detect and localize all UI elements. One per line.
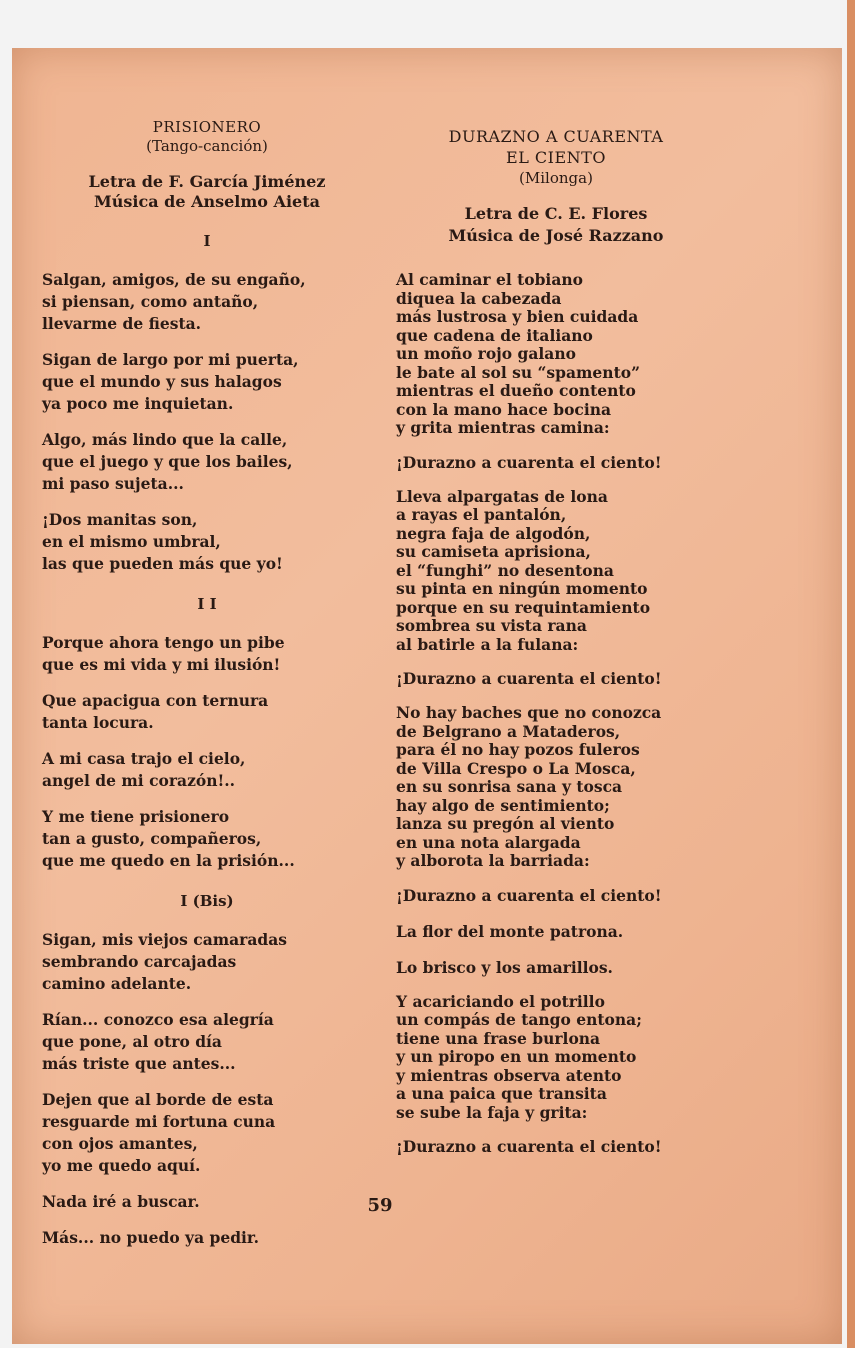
lyric-line: ya poco me inquietan. <box>42 394 234 413</box>
lyric-line: más lustrosa y bien cuidada <box>396 307 639 326</box>
right-title-line2: EL CIENTO <box>506 148 606 167</box>
lyric-line: y grita mientras camina: <box>396 418 610 437</box>
lyric-line: Y acariciando el potrillo <box>396 991 605 1011</box>
lyric-line: Sigan, mis viejos camaradas <box>42 930 288 949</box>
lyric-line: ¡Durazno a cuarenta el ciento! <box>396 669 662 688</box>
lyric-line: yo me quedo aquí. <box>42 1156 201 1175</box>
lyric-line: tan a gusto, compañeros, <box>42 829 262 848</box>
left-lyrics-credit: Letra de F. García Jiménez <box>88 172 326 191</box>
stanza <box>42 690 372 734</box>
stanza <box>396 1136 716 1158</box>
stanza <box>42 632 372 676</box>
lyric-line: con la mano hace bocina <box>396 399 612 419</box>
lyric-line: ¡Durazno a cuarenta el ciento! <box>396 1137 662 1156</box>
stanza <box>42 806 372 872</box>
lyric-line: A mi casa trajo el cielo, <box>42 749 246 768</box>
lyric-line: negra faja de algodón, <box>396 523 591 543</box>
stanza <box>396 704 716 871</box>
lyric-line: Sigan de largo por mi puerta, <box>42 350 299 369</box>
lyric-line: Porque ahora tengo un pibe <box>42 633 285 652</box>
page-number: 59 <box>367 1195 393 1216</box>
lyric-line: para él no hay pozos fuleros <box>396 740 640 759</box>
lyric-line: que el mundo y sus halagos <box>42 372 282 391</box>
lyric-line: de Villa Crespo o La Mosca, <box>396 758 636 778</box>
lyric-line: con ojos amantes, <box>42 1134 198 1153</box>
stanza <box>396 271 716 438</box>
lyric-line: ¡Durazno a cuarenta el ciento! <box>396 452 662 472</box>
lyric-line: La flor del monte patrona. <box>396 921 624 941</box>
lyric-line: Lo brisco y los amarillos. <box>396 957 613 977</box>
stanza <box>396 668 716 690</box>
stanza <box>42 1089 372 1177</box>
section-heading: I (Bis) <box>180 892 234 910</box>
stanza <box>42 1009 372 1075</box>
lyric-line: sembrando carcajadas <box>42 952 237 971</box>
stanza <box>42 1191 372 1213</box>
lyric-line: ¡Dos manitas son, <box>42 510 198 529</box>
lyric-line: Al caminar el tobiano <box>396 270 583 289</box>
lyric-line: al batirle a la fulana: <box>396 634 579 654</box>
lyric-line: a una paica que transita <box>396 1084 607 1103</box>
lyric-line: sombrea su vista rana <box>396 616 587 635</box>
stanza <box>42 929 372 995</box>
lyric-line: su pinta en ningún momento <box>396 579 648 598</box>
lyric-line: a rayas el pantalón, <box>396 505 567 524</box>
lyric-line: tiene una frase burlona <box>396 1028 601 1048</box>
left-credits <box>42 172 372 212</box>
lyric-line: porque en su requintamiento <box>396 597 651 617</box>
right-title-line1: DURAZNO A CUARENTA <box>448 127 664 146</box>
lyric-line: se sube la faja y grita: <box>396 1102 588 1122</box>
lyric-line: que es mi vida y mi ilusión! <box>42 655 281 674</box>
lyric-line: en su sonrisa sana y tosca <box>396 777 623 796</box>
page-edge <box>847 0 855 1348</box>
lyric-line: y un piropo en un momento <box>396 1047 637 1066</box>
left-music-credit: Música de Anselmo Aieta <box>94 192 320 211</box>
lyric-line: Salgan, amigos, de su engaño, <box>42 270 306 289</box>
stanza <box>42 349 372 415</box>
section-heading: I I <box>197 595 217 613</box>
lyric-line: en el mismo umbral, <box>42 532 221 551</box>
left-subtitle: (Tango-canción) <box>146 137 268 155</box>
lyric-line: mi paso sujeta... <box>42 474 184 493</box>
lyric-line: más triste que antes... <box>42 1054 236 1073</box>
right-subtitle: (Milonga) <box>519 169 593 187</box>
right-lyrics <box>396 271 716 1158</box>
stanza <box>42 748 372 792</box>
lyric-line: tanta locura. <box>42 713 154 732</box>
lyric-line: el “funghi” no desentona <box>396 560 614 580</box>
lyric-line: Lleva alpargatas de lona <box>396 486 608 506</box>
lyric-line: las que pueden más que yo! <box>42 554 283 573</box>
lyric-line: le bate al sol su “spamento” <box>396 362 640 382</box>
lyric-line: ¡Durazno a cuarenta el ciento! <box>396 885 662 905</box>
lyric-line: resguarde mi fortuna cuna <box>42 1112 276 1131</box>
lyric-line: de Belgrano a Mataderos, <box>396 721 621 741</box>
stanza <box>42 429 372 495</box>
right-title <box>396 126 716 168</box>
lyric-line: que pone, al otro día <box>42 1032 222 1051</box>
lyric-line: llevarme de fiesta. <box>42 314 202 333</box>
left-title: PRISIONERO <box>152 118 262 136</box>
lyric-line: que el juego y que los bailes, <box>42 452 293 471</box>
lyric-line: diquea la cabezada <box>396 288 562 308</box>
lyric-line: Y me tiene prisionero <box>42 807 230 826</box>
right-music-credit: Música de José Razzano <box>448 226 664 245</box>
lyric-line: y alborota la barriada: <box>396 851 590 870</box>
lyric-line: que me quedo en la prisión... <box>42 851 295 870</box>
lyric-line: si piensan, como antaño, <box>42 292 259 311</box>
lyric-line: Nada iré a buscar. <box>42 1192 200 1211</box>
left-column <box>42 118 372 1263</box>
stanza <box>396 957 716 979</box>
lyric-line: Dejen que al borde de esta <box>42 1090 274 1109</box>
stanza <box>42 1227 372 1249</box>
stanza <box>396 921 716 943</box>
lyric-line: Rían... conozco esa alegría <box>42 1010 274 1029</box>
stanza <box>42 269 372 335</box>
lyric-line: Algo, más lindo que la calle, <box>42 430 288 449</box>
lyric-line: Más... no puedo ya pedir. <box>42 1228 260 1247</box>
left-lyrics <box>42 232 372 1249</box>
right-column <box>396 126 716 1172</box>
lyric-line: un compás de tango entona; <box>396 1010 642 1029</box>
lyric-line: un moño rojo galano <box>396 344 576 363</box>
stanza <box>42 509 372 575</box>
right-lyrics-credit: Letra de C. E. Flores <box>464 204 648 223</box>
lyric-line: su camiseta aprisiona, <box>396 542 591 561</box>
lyric-line: mientras el dueño contento <box>396 381 636 400</box>
right-credits <box>396 203 716 247</box>
stanza <box>396 488 716 655</box>
lyric-line: Que apacigua con ternura <box>42 691 269 710</box>
lyric-line: lanza su pregón al viento <box>396 814 615 833</box>
lyric-line: y mientras observa atento <box>396 1065 622 1085</box>
section-heading: I <box>203 232 211 250</box>
lyric-line: hay algo de sentimiento; <box>396 795 610 815</box>
lyric-line: en una nota alargada <box>396 832 581 852</box>
lyric-line: No hay baches que no conozca <box>396 703 662 722</box>
lyric-line: camino adelante. <box>42 974 192 993</box>
lyric-line: que cadena de italiano <box>396 325 593 345</box>
stanza <box>396 885 716 907</box>
lyric-line: angel de mi corazón!.. <box>42 771 236 790</box>
stanza <box>396 452 716 474</box>
stanza <box>396 993 716 1123</box>
